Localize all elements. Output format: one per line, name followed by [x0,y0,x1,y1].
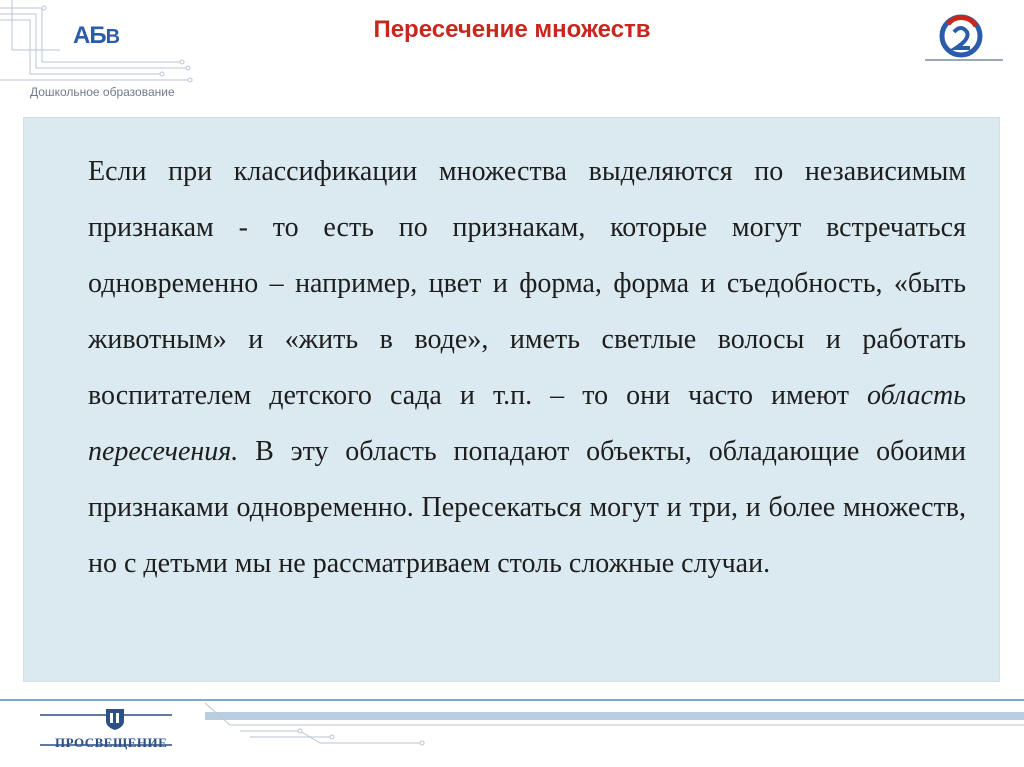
body-text-start: Если при классификации множества выделяются по независимым признакам - то есть по признакам, которые могут встречаться одновременно – например, цвет и форма, форма и съедобность, «быть животным» и «жить в воде», иметь светлые волосы и работать воспитателем детского сада и т.п. – то они часто имеют [88,156,966,411]
body-text-emphasis: область пересечения. [88,380,966,467]
brand-logo-main: АБ [73,22,106,49]
body-text-end: В эту область попадают объекты, обладающие обоими признаками одновременно. Пересекаться могут и три, и более множеств, но с детьми мы не рассматриваем столь сложные случаи. [88,436,966,579]
publisher-logo-icon [104,707,126,731]
emblem-icon [930,12,992,62]
brand-subtitle: Дошкольное образование [30,85,175,99]
body-paragraph [88,144,966,592]
brand-logo-small: В [105,26,120,48]
header-divider [925,59,1003,61]
page-title: Пересечение множеств [373,16,651,43]
content-panel [23,117,1000,682]
publisher-name: ПРОСВЕЩЕНИЕ [55,735,168,750]
footer-circuit-decoration [0,695,1024,767]
